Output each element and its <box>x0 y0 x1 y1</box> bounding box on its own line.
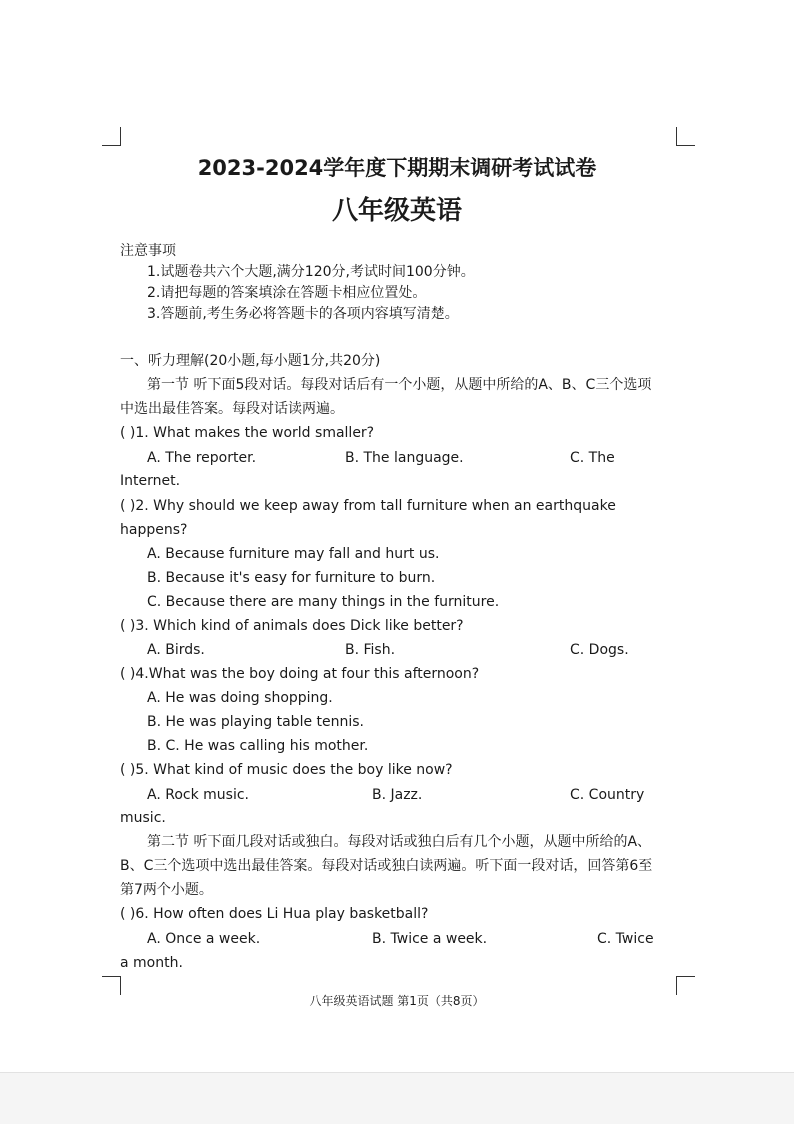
question-3-stem: ( )3. Which kind of animals does Dick like better? <box>120 618 464 634</box>
question-5-option-a: A. Rock music. <box>147 787 249 803</box>
question-1-stem: ( )1. What makes the world smaller? <box>120 425 375 441</box>
crop-mark-top-left <box>102 127 121 146</box>
question-1-option-a: A. The reporter. <box>147 450 257 466</box>
question-2-stem-cont: happens? <box>120 522 188 538</box>
question-3-option-c: C. Dogs. <box>570 642 629 658</box>
question-2-option-b: B. Because it's easy for furniture to burn. <box>147 570 436 586</box>
question-3-option-b: B. Fish. <box>345 642 396 658</box>
exam-subject: 八年级英语 <box>331 196 462 226</box>
question-4-option-c: B. C. He was calling his mother. <box>147 738 369 754</box>
page-footer: 八年级英语试题 第1页（共8页） <box>309 994 485 1008</box>
question-6-option-b: B. Twice a week. <box>372 931 488 947</box>
question-5-stem: ( )5. What kind of music does the boy like now? <box>120 762 453 778</box>
question-5-option-c: C. Country <box>570 787 645 803</box>
question-6-option-a: A. Once a week. <box>147 931 261 947</box>
question-1-option-c-cont: Internet. <box>120 473 181 489</box>
note-item: 1.试题卷共六个大题,满分120分,考试时间100分钟。 <box>147 264 475 280</box>
note-item: 3.答题前,考生务必将答题卡的各项内容填写清楚。 <box>147 306 459 322</box>
part2-intro: 第7两个小题。 <box>120 882 213 898</box>
section-heading: 一、听力理解(20小题,每小题1分,共20分) <box>120 353 381 369</box>
question-2-stem: ( )2. Why should we keep away from tall furniture when an earthquake <box>120 498 616 514</box>
crop-mark-top-right <box>676 127 695 146</box>
question-5-option-c-cont: music. <box>120 810 166 826</box>
part2-intro: B、C三个选项中选出最佳答案。每段对话或独白读两遍。听下面一段对话，回答第6至 <box>120 858 653 874</box>
question-2-option-c: C. Because there are many things in the furniture. <box>147 594 500 610</box>
question-6-option-c-cont: a month. <box>120 955 183 971</box>
question-4-option-a: A. He was doing shopping. <box>147 690 333 706</box>
part2-intro: 第二节 听下面几段对话或独白。每段对话或独白后有几个小题，从题中所给的A、 <box>147 834 652 850</box>
question-4-option-b: B. He was playing table tennis. <box>147 714 364 730</box>
question-4-stem: ( )4.What was the boy doing at four this afternoon? <box>120 666 480 682</box>
question-3-option-a: A. Birds. <box>147 642 205 658</box>
viewer-background <box>0 1072 794 1124</box>
question-1-option-c: C. The <box>570 450 615 466</box>
exam-title: 2023-2024学年度下期期末调研考试试卷 <box>197 156 597 180</box>
part1-intro: 第一节 听下面5段对话。每段对话后有一个小题，从题中所给的A、B、C三个选项 <box>147 377 652 393</box>
question-1-option-b: B. The language. <box>345 450 464 466</box>
question-2-option-a: A. Because furniture may fall and hurt us. <box>147 546 440 562</box>
notes-heading: 注意事项 <box>120 243 176 259</box>
part1-intro: 中选出最佳答案。每段对话读两遍。 <box>120 401 344 417</box>
question-6-stem: ( )6. How often does Li Hua play basketball? <box>120 906 429 922</box>
question-5-option-b: B. Jazz. <box>372 787 423 803</box>
question-6-option-c: C. Twice <box>597 931 654 947</box>
note-item: 2.请把每题的答案填涂在答题卡相应位置处。 <box>147 285 427 301</box>
